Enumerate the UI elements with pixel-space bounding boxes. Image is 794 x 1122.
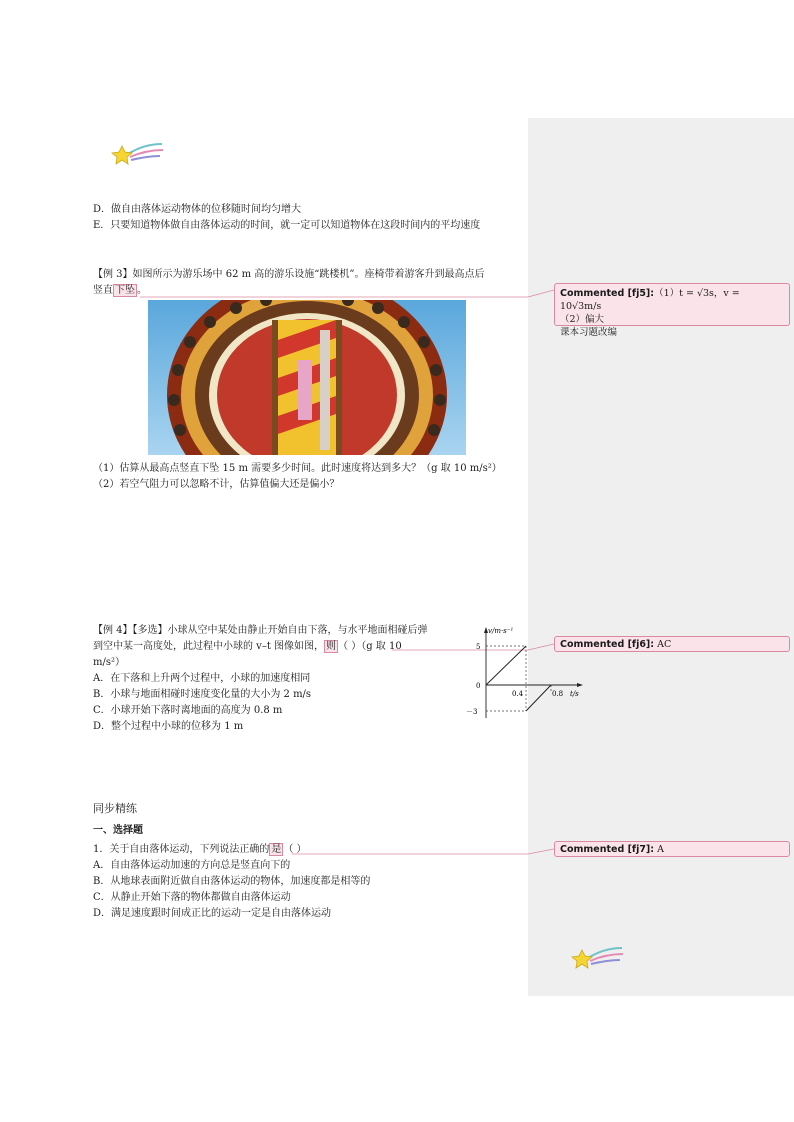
text-fragment: 。 <box>137 285 147 296</box>
comment-header: Commented [fj6]: <box>560 639 655 650</box>
question-2: （2）若空气阻力可以忽略不计，估算值偏大还是偏小？ <box>93 479 340 490</box>
text-fragment: 竖直 <box>93 285 113 296</box>
graph-y-tick: 5 <box>476 643 481 651</box>
comment-body: （1）t = √3s，v = 10√3m/s <box>560 288 740 312</box>
option-c: C．小球开始下落时离地面的高度为 0.8 m <box>93 705 283 716</box>
option-e: E．只要知道物体做自由落体运动的时间，就一定可以知道物体在这段时间内的平均速度 <box>93 220 481 231</box>
text-fragment: 到空中某一高度处，此过程中小球的 v–t 图像如图， <box>93 641 325 652</box>
comment-body: A <box>657 844 664 855</box>
option-d: D．整个过程中小球的位移为 1 m <box>93 721 244 732</box>
example-4-text-line2 <box>93 640 402 653</box>
comment-fj7[interactable] <box>554 841 790 857</box>
graph-y-axis-label: v/m·s⁻¹ <box>488 627 514 635</box>
option-b: B．小球与地面相碰时速度变化量的大小为 2 m/s <box>93 689 312 700</box>
comment-header: Commented [fj7]: <box>560 844 655 855</box>
comment-fj6[interactable] <box>554 636 790 652</box>
comment-line: （2）偏大 <box>560 314 605 325</box>
section-title: 同步精练 <box>93 802 137 815</box>
text-fragment: （ ） <box>283 844 307 855</box>
comment-fj5[interactable] <box>554 283 790 338</box>
question-1: （1）估算从最高点竖直下坠 15 m 需要多少时间。此时速度将达到多大？（g 取 10 m/s²） <box>93 463 502 474</box>
option-d: D．满足速度跟时间成正比的运动一定是自由落体运动 <box>93 908 332 919</box>
comment-line <box>560 287 784 313</box>
subsection-title: 一、选择题 <box>93 825 143 836</box>
graph-y-tick: －3 <box>466 708 478 716</box>
question-1-stem <box>93 843 307 856</box>
example-3-text: 【例 3】如图所示为游乐场中 62 m 高的游乐设施“跳楼机”。座椅带着游客升到最高点后 <box>93 269 485 280</box>
graph-origin-label: 0 <box>476 682 481 690</box>
example-4-text: 【例 4】【多选】小球从空中某处由静止开始自由下落，与水平地面相碰后弹 <box>93 625 428 636</box>
option-c: C．从静止开始下落的物体都做自由落体运动 <box>93 892 291 903</box>
comment-line: 课本习题改编 <box>560 327 618 338</box>
option-a: A．自由落体运动加速的方向总是竖直向下的 <box>93 860 291 871</box>
shooting-star-icon <box>568 944 626 974</box>
graph-x-axis-label: t/s <box>570 690 579 698</box>
comment-body: AC <box>657 639 672 650</box>
graph-x-tick: 0.4 <box>512 690 524 698</box>
graph-x-tick: 0.8 <box>552 690 564 698</box>
comment-anchor-highlight[interactable]: 下坠 <box>115 285 135 296</box>
option-d: D．做自由落体运动物体的位移随时间均匀增大 <box>93 204 302 215</box>
comment-header: Commented [fj5]: <box>560 288 655 299</box>
comment-anchor-highlight[interactable]: 是 <box>271 844 282 855</box>
text-fragment: （ ）（g 取 10 <box>338 641 402 652</box>
comment-anchor-highlight[interactable]: 则 <box>326 641 337 652</box>
option-a: A．在下落和上升两个过程中，小球的加速度相同 <box>93 673 311 684</box>
text-fragment: 1．关于自由落体运动，下列说法正确的 <box>93 844 270 855</box>
option-b: B．从地球表面附近做自由落体运动的物体，加速度都是相等的 <box>93 876 371 887</box>
example-4-text-line3: m/s²） <box>93 657 125 668</box>
